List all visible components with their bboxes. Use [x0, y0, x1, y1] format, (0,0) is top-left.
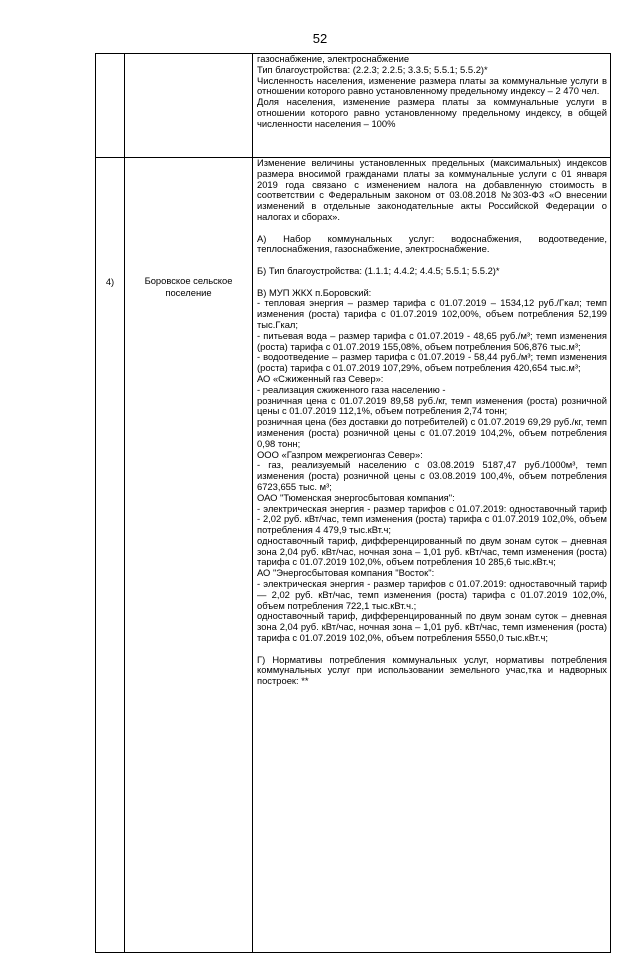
paragraph: розничная цена (без доставки до потребителей) с 01.07.2019 69,29 руб./кг, темп изменения (роста) розничной цены с 01.07.2019 104,2%, объем потребления 0,98 тонн;: [257, 416, 607, 449]
paragraph: АО «Сжиженный газ Север»:: [257, 372, 384, 384]
page-number: 52: [312, 31, 328, 46]
paragraph: - водоотведение – размер тарифа с 01.07.2019 - 58,44 руб./м³; темп изменения (роста) тарифа с 01.07.2019 107,29%, объем потребления 420,654 тыс.м³;: [257, 351, 607, 374]
paragraph: - газ, реализуемый населению с 03.08.2019 5187,47 руб./1000м³, темп изменения (роста) розничной цены с 03.08.2019 100,4%, объем потребления 6723,655 тыс. м³;: [257, 459, 607, 492]
row-number: 4): [96, 158, 125, 953]
paragraph: А) Набор коммунальных услуг: водоснабжения, водоотведение, теплоснабжения, газоснабжение, электроснабжение.: [257, 232, 607, 255]
paragraph: - питьевая вода – размер тарифа с 01.07.2019 - 48,65 руб./м³; темп изменения (роста) тарифа с 01.07.2019 155,08%, объем потребления 506,876 тыс.м³;: [257, 329, 607, 352]
row-text: Доля населения, изменение размера платы за коммунальные услуги в отношении которого равно установленному предельному индексу, в общей численности населения – 100%: [257, 96, 607, 129]
paragraph: Г) Нормативы потребления коммунальных услуг, нормативы потребления коммунальных услуг при использовании земельного учас,тка и надворных построек: **: [257, 653, 607, 687]
row-content-cell: [253, 158, 611, 953]
row-text: Тип благоустройства: (2.2.3; 2.2.5; 3.3.5; 5.5.1; 5.5.2)*: [257, 63, 488, 75]
paragraph: Изменение величины установленных предельных (максимальных) индексов размера вносимой гражданами платы за коммунальные услуги с 01 января 2019 года связано с изменением налога на добавленную стоимость в соответствии с Федеральным законом от 03.08.2018 №303-ФЗ «О внесении изменений в отдельные законодательные акты Российской Федерации о налогах и сборах».: [257, 157, 607, 222]
paragraph: АО "Энергосбытовая компания "Восток":: [257, 567, 435, 579]
settlement-cell: [125, 54, 253, 158]
spacer: [257, 277, 607, 288]
paragraph: одноставочный тариф, дифференцированный по двум зонам суток – дневная зона 2,04 руб. кВт/час, ночная зона – 1,01 руб. кВт/час, темп изменения (роста) тарифа с 01.07.2019 102,0%, объем потребления 10 285,6 тыс.кВт.ч;: [257, 534, 607, 568]
paragraph: Б) Тип благоустройства: (1.1.1; 4.4.2; 4.4.5; 5.5.1; 5.5.2)*: [257, 264, 500, 276]
paragraph: В) МУП ЖКХ п.Боровский:: [257, 286, 372, 298]
paragraph: розничная цена с 01.07.2019 89,58 руб./кг, темп изменения (роста) розничной цены с 01.07.2019 112,1%, объем потребления 2,74 тонн;: [257, 394, 607, 417]
paragraph: - реализация сжиженного газа населению -: [257, 383, 446, 395]
row-text: газоснабжение, электроснабжение: [257, 53, 410, 64]
paragraph: - тепловая энергия – размер тарифа с 01.07.2019 – 1534,12 руб./Гкал; темп изменения (роста) тарифа с 01.07.2019 102,00%, объем потребления 52,199 тыс.Гкал;: [257, 297, 607, 330]
row-content-cell: [253, 54, 611, 158]
paragraph: ОАО "Тюменская энергосбытовая компания":: [257, 491, 455, 503]
tariff-table: [95, 53, 611, 953]
row-text: Численность населения, изменение размера платы за коммунальные услуги в отношении которого равно установленному предельному индексу – 2 470 чел.: [257, 74, 607, 97]
paragraph: ООО «Газпром межрегионгаз Север»:: [257, 448, 423, 460]
paragraph: одноставочный тариф, дифференцированный по двум зонам суток – дневная зона 2,04 руб. кВт/час, ночная зона – 1,01 руб. кВт/час, темп изменения (роста) тарифа с 01.07.2019 102,0%, объем потребления 5550,0 тыс.кВт.ч;: [257, 610, 607, 644]
table-row: [96, 54, 611, 158]
settlement-name: Боровское сельское поселение: [125, 158, 253, 953]
paragraph: - электрическая энергия - размер тарифов с 01.07.2019: одноставочный тариф — 2,02 руб. кВт/час, темп изменения (роста) тарифа с 01.07.2019 102,0%, объем потребления 722,1 тыс.кВт.ч.;: [257, 578, 607, 611]
paragraph: - электрическая энергия - размер тарифов с 01.07.2019: одноставочный тариф - 2,02 руб. кВт/час, темп изменения (роста) тарифа с 01.07.2019 102,0%, объем потребления 4 479,9 тыс.кВт.ч;: [257, 502, 607, 536]
table-row: [96, 158, 611, 953]
spacer: [257, 223, 607, 234]
row-number-cell: [96, 54, 125, 158]
